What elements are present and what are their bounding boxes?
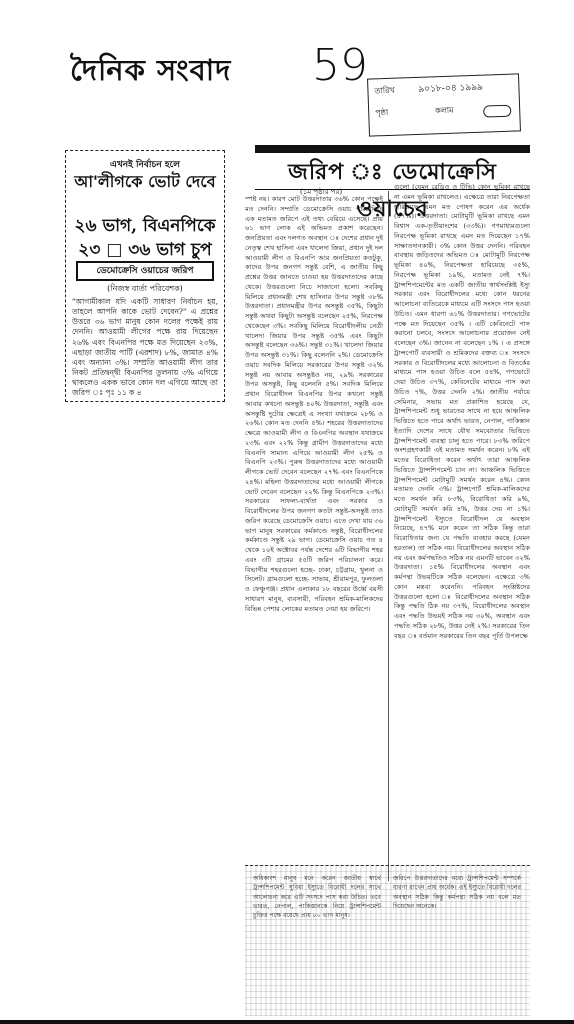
- stamp-scribble-mark: [483, 105, 511, 118]
- column-divider: [388, 191, 389, 881]
- main-headline: জরিপ ঃ ডেমোক্রেসি ওয়াচের: [288, 159, 497, 222]
- clipping-top-band: [255, 145, 530, 153]
- stamp-date-value: ৯০১৮-০৪ ১৯৯৯: [418, 82, 484, 95]
- article-column-right: গুলো (যেমন রেডিও ও টিভি) কোন ভূমিকা রাখছে না এমন ভূমিকা রাখলেও। এক্ষেত্রে তারা নিরপেক্ষতা হারিয়েছে এমন মত পোষণ করেন এর অর্ধেক (৪৭%)। উত্তরদাতা। মোটামুটি ভূমিকা রাখছে এমন বিশ্বাস এক-তৃতীয়াংশের (৩৩%)। গণমাধ্যমগুলো নিরপেক্ষ ভূমিকা রাখছে এমন মত দিয়েছেন ১৭% সাক্ষাতদানকারী। ৩% কোন উত্তর দেননি। পরিবহন ব্যবস্থায় জড়িতদের অভিমত ঃ মোটামুটি নিরপেক্ষ ভূমিকা ৪০%, নিরপেক্ষতা হারিয়েছে ৩৫%, নিরপেক্ষ ভূমিকা ১৯%, মতামত নেই ৭%। ট্রান্সশিপমেন্টের মত একটি জাতীয় স্বার্থসংশ্লিষ্ট ইস্যু সরকার এবং বিরোধীদলের মধ্যে কোন ধরনের আলোচনা ব্যতিরেকে মাধ্যমে এটি সংসদে পাস হওয়া উচিত। এমন ধারণা ৬১% উত্তরদাতার। গণভোটের পক্ষে মত দিয়েছেন ৩৫% । এটি কেবিনেটে পাস করানো চলবে, সংসদে আলোচনার প্রয়োজন নেই বলেছেন ৩%। জানেন না বলেছেন ১% । এ প্রসঙ্গে ট্রান্সপোর্ট ব্যবসায়ী ও শ্রমিকদের বক্তব্য ঃ সংসদে সরকার ও বিরোধীদলের মধ্যে আলোচনা ও বিতর্কের মাধ্যমে পাস হওয়া উচিত বলে ৫৪%, গণভোটে দেয়া উচিত ৩৭%, কেবিনেটের মাধ্যমে পাস করা উচিত ৭%, উত্তর দেননি ২%। জাতীয় পর্যায়ে সেমিনার, সভায় মত প্রকাশিত হয়েছে যে, ট্রান্সশিপমেন্ট শুধু ভারতের সাথে না হয়ে আঞ্চলিক ভিত্তিতে হতে পারে অর্থাৎ ভারত, নেপাল, পাকিস্তান ইত্যাদি দেশের সাথে যৌথ সমঝোতার ভিত্তিতে ট্রান্সশিপমেন্ট ব্যবস্থা চালু হতে পারে। ৮৩% জরিপে অংশগ্রহণকারী এই মতামত সমর্থন করেন। ৮% এই মতের বিরোধিতা করেন অর্থাৎ তারা আঞ্চলিক ভিত্তিতে ট্রান্সশিপমেন্ট চান না। আঞ্চলিক ভিত্তিতে ট্রান্সশিপমেন্ট মোটামুটি সমর্থন করেন ৪%। কোন মতামত দেননি ৩%। ট্রান্সপোর্ট শ্রমিক-মালিকদের মতে সমর্থন করি ৮৩%, বিরোধিতা করি ৯%, মোটামুটি সমর্থন করি ৪%, উত্তর দেয় না ১%। ট্রান্সশিপমেন্ট ইস্যুতে বিরোধীদল যে অবস্থান নিয়েছে, ৪৭% মনে করেন তা সঠিক কিন্তু তারা বিরোধিতার জন্য যে পদ্ধতি ব্যবহার করছে (যেমন হরতাল) তা সঠিক নয়। বিরোধীদলের অবস্থান সঠিক নয় এবং কর্মপদ্ধতিও সঠিক নয় এমনটি ভাবেন ৩২% উত্তরদাতা। ১৫% বিরোধীদলের অবস্থান এবং কর্মপন্থা উভয়টিকে সঠিক বলেছেন। এক্ষেত্রে ৩% কোন মন্তব্য করেননি। পরিবহন সংশ্লিষ্টদের উত্তরগুলো হলো ঃ বিরোধীদলের অবস্থান সঠিক কিন্তু পদ্ধতি ঠিক নয় ৩৭%, বিরোধীদলের অবস্থান এবং পদ্ধতি উভয়ই সঠিক নয় ৩০%, অবস্থান এবং পদ্ধতি সঠিক ২৮%, উত্তর নেই ২%। সরকারের তিন বছর ঃ বর্তমান সরকারের তিন বছর পূর্তি উপলক্ষে: [394, 183, 530, 640]
- scan-bottom-edge: [0, 1020, 574, 1024]
- handwritten-page-number: 59: [312, 40, 368, 91]
- main-news-clipping: [245, 145, 530, 1015]
- clipping-headline-line1: আ'লীগকে ভোট দেবে: [74, 172, 216, 191]
- stamp-page-label: পৃষ্ঠা: [375, 107, 389, 118]
- stamp-column-label: কলাম: [435, 105, 454, 116]
- left-news-clipping: [65, 150, 225, 402]
- article-column-left: স্পষ্ট নয়। কারণ মোট উত্তরদাতার ৩৬% কোন পক্ষেই মত দেননি। সম্প্রতি ডেমোক্রেসি ওয়াচ পরিচালিত এক মতামত জরিপে এই তথ্য বেরিয়ে এসেছে। প্রায় ৬১ ভাগ লোক এই অভিমত প্রকাশ করেছেন। জনপ্রিয়তা এবং দলগত অবস্থান ঃ দেশের প্রধান দুই নেতৃত্ব শেখ হাসিনা এবং খালেদা জিয়া, প্রধান দুই দল আওয়ামী লীগ ও বিএনপি আর জনপ্রিয়তা কতটুকু, কাদের উপর জনগণ সন্তুষ্ট বেশি, এ জাতীয় কিছু প্রশ্নের উত্তর জানতে চাওয়া হয় উত্তরদাতাদের কাছে থেকে। উত্তরগুলো নিচে সাজানো হলো। সবকিছু মিলিয়ে প্রধানমন্ত্রী শেখ হাসিনার উপর সন্তুষ্ট ৩৮% উত্তরদাতা। প্রধানমন্ত্রীর উপর অসন্তুষ্ট ৩৫%, কিছুটা সন্তুষ্ট অথবা কিছুটা অসন্তুষ্ট বলেছেন ২৫%, নিরপেক্ষ থেকেছেন ৩%। সবকিছু মিলিয়ে বিরোধীদলীয় নেত্রী খালেদা জিয়ার উপর সন্তুষ্ট ৩৫% এবং কিছুটা অসন্তুষ্ট বলেছেন ৩৬%। সন্তুষ্ট ৩১%। খালেদা জিয়ার উপর অসন্তুষ্ট ৩১%। কিছু বলেননি ২%। ডেমোক্রেসি ওয়াচ সবদিক মিলিয়ে সরকারের উপর সন্তুষ্ট ৩২% সন্তুষ্ট নয় আবার অসন্তুষ্টও নয়, ২৯% সরকারের উপর অসন্তুষ্ট, কিছু বলেননি ৫%। সবদিক মিলিয়ে প্রধান বিরোধীদল বিএনপির উপর কখনো সন্তুষ্ট আবার কখনো অসন্তুষ্ট ৪০% উত্তরদাতা, সন্তুষ্টি এবং অসন্তুষ্টি দুটোর ক্ষেত্রেই এ সংখ্যা যথাক্রমে ২৮% ও ২৬%। কোন মত দেননি ৫%। শহরের উত্তরদাতাদের ক্ষেত্রে আওয়ামী লীগ ও বিএনপির অবস্থান যথাক্রমে ২৩% এবং ২২% কিন্তু গ্রামীণ উত্তরদাতাদের মধ্যে বিএনপি সামান্য এগিয়ে আওয়ামী লীগ ২৫% ও বিএনপি ২৩%। পুরুষ উত্তরদাতাদের মধ্যে আওয়ামী লীগকে ভোট দেবেন বলেছেন ২৭% এবং বিএনপিকে ২৪%। মহিলা উত্তরদাতাদের মধ্যে আওয়ামী লীগকে ভোট দেবেন বলেছেন ২২% কিন্তু বিএনপিকে ২৩%। সরকারের সাফল্য-ব্যর্থতা এবং সরকার ও বিরোধীদলের উপর জনগণ কতটা সন্তুষ্ট-অসন্তুষ্ট তাও জরিপ করেছে ডেমোক্রেসি ওয়াচ। এতে দেখা যায় ৩৬ ভাগ মানুষ সরকারের কর্মকাণ্ডে সন্তুষ্ট, বিরোধীদলের কর্মকাণ্ডে সন্তুষ্ট ২৯ ভাগ। ডেমোক্রেসি ওয়াচ গত ৪ থেকে ১০ই অক্টোবর পর্যন্ত দেশের ৬টি বিভাগীয় শহর এবং ৩টি গ্রামের ৫৫টি জরিপ পরিচালনা করে। বিভাগীয় শহরগুলো হচ্ছে- ঢাকা, চট্টগ্রাম, খুলনা ও সিলেট। গ্রামগুলো হচ্ছে- সাভার, শ্রীরামপুর, ফুলতলা ও ফেঞ্চুগঞ্জ। প্রধান এলাকার ১৮ বছরের উর্ধ্বে বয়সী সাধারণ মানুষ, ব্যবসায়ী, পরিবহন শ্রমিক-মালিকদের বিভিন্ন পেশার লোকের মতামত নেয়া হয় জরিপে।: [245, 195, 383, 613]
- clipping-box-headline: ডেমোক্রেসি ওয়াচের জরিপ: [76, 261, 214, 281]
- clipping-headline-line2: ২৬ ভাগ, বিএনপিকে: [74, 216, 216, 236]
- clipping-kicker: এখনই নির্বাচন হলে: [110, 160, 180, 170]
- torn-bottom-section: [245, 865, 530, 1016]
- archive-stamp: [367, 73, 521, 136]
- stamp-date-label: তারিখ: [374, 85, 395, 96]
- clipping-byline: (নিজস্ব বার্তা পরিবেশক): [107, 284, 183, 293]
- clipping-headline-line3: ২৩ □ ৩৬ ভাগ চুপ: [78, 240, 212, 260]
- clipping-body-text: "আগামীকাল যদি একটি সাধারণ নির্বাচন হয়, তাহলে আপনি কাকে ভোট দেবেন?" এ প্রশ্নের উত্তরে ৩৬ ভাগ মানুষ কোন দলের পক্ষেই রায় দেননি। আওয়ামী লীগের পক্ষে রায় দিয়েছেন ২৬% এবং বিএনপির পক্ষে মত দিয়েছেন ২৩%, এছাড়া জাতীয় পার্টি (এরশাদ) ৮%, জামাত ৪% এবং অন্যান্য ৩%। সম্প্রতি আওয়ামী লীগ তার নিকট প্রতিদ্বন্দ্বী বিএনপির তুলনায় ৩% এগিয়ে থাকলেও একক ভাবে কোন দল এগিয়ে আছে তা জরিপ ঃ পৃঃ ১১ ক ৪: [72, 297, 218, 398]
- torn-column-right: জরিপে উত্তরদাতাদের মধ্যে ট্রান্সশিপমেন্ট সম্পর্কে ধারণা রাখেন প্রায় অর্ধেক। এই ইস্যুতে বিরোধী দলের অবস্থান সঠিক কিন্তু কর্মপন্থা সঠিক নয় বলে মত দিয়েছেন অনেকে।: [393, 875, 521, 910]
- continued-note: (১ম পৃষ্ঠার পর): [300, 188, 343, 196]
- torn-column-left: অধিকাংশ মানুষ মনে করেন জাতীয় স্বার্থে ট্রান্সশিপমেন্ট সুবিধা ইস্যুতে বিরোধী দলের সাথে আলোচনা করে এটি সংসদে পাস করা উচিত। তবে ভারত, নেপাল, পাকিস্তানকে নিয়ে ট্রান্সশিপমেন্ট চুক্তির পক্ষে রয়েছে প্রায় ৮০ ভাগ মানুষ।: [253, 875, 381, 920]
- newspaper-masthead: দৈনিক সংবাদ: [70, 53, 232, 87]
